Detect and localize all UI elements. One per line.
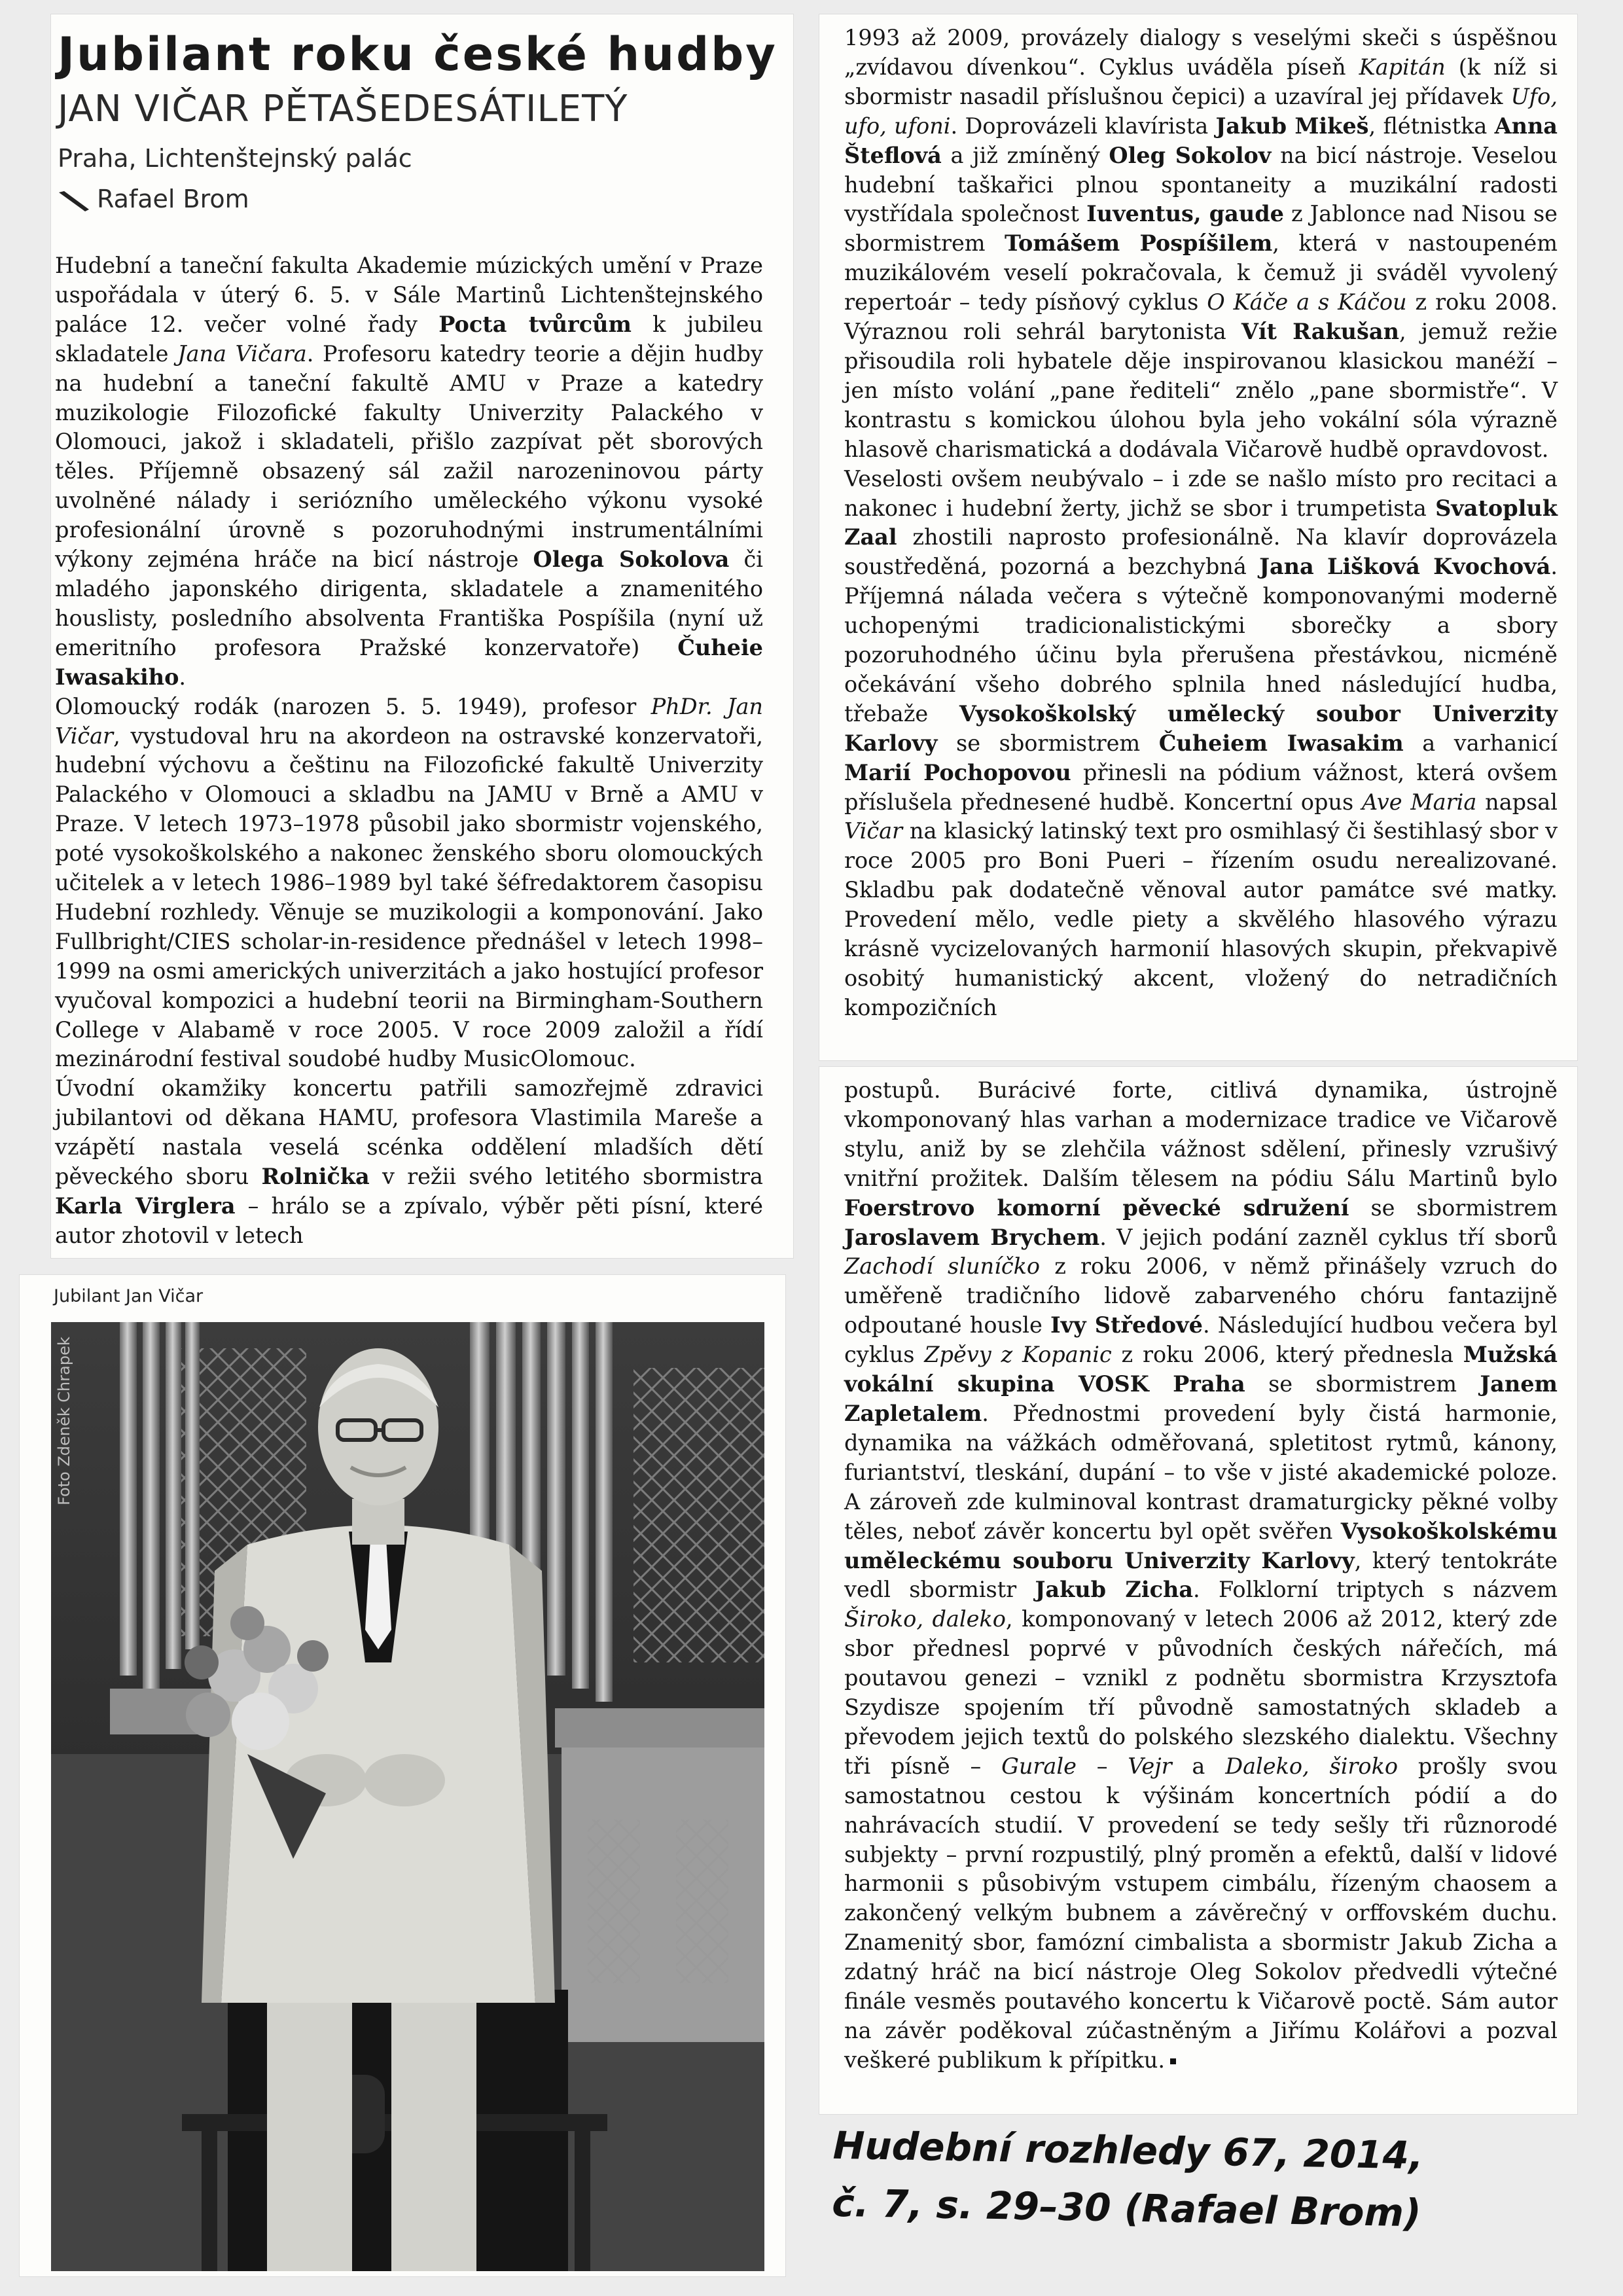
- paragraph-intro: Hudební a taneční fakulta Akademie múzických umění v Praze uspořádala v úterý 6. 5. v Sále Martinů Lichtenštejnského paláce 12. večer volné řady Pocta tvůrcům k jubileu skladatele Jana Vičara. Profesoru katedry teorie a dějin hudby na hudební a taneční fakultě AMU v Praze a katedry muzikologie Filozofické fakulty Univerzity Palackého v Olomouci, jakož i skladateli, přišlo zazpívat pět sborových těles. Příjemně obsazený sál zažil narozeninovou párty uvolněné nálady i seriózního uměleckého výkonu vysoké profesionální úrovně s pozoruhodnými instrumentálními výkony zejména hráče na bicí nástroje Olega Sokolova či mladého japonského dirigenta, skladatele a znamenitého houslisty, posledního absolventa Františka Pospíšila (nyní už emeritního profesora Pražské konzervatoře) Čuheie Iwasakiho.: [55, 253, 763, 690]
- article-location: Praha, Lichtenštejnský palác: [58, 144, 412, 173]
- article-subtitle: JAN VIČAR PĚTAŠEDESÁTILETÝ: [58, 88, 628, 130]
- article-column-right-top: [844, 24, 1558, 1023]
- paragraph-first-half: 1993 až 2009, provázely dialogy s veselými skeči s úspěšnou „zvídavou dívenkou“. Cyklus uváděla píseň Kapitán (k níž si sbormistr nasadil příslušnou čepici) a uzavíral jej přídavek Ufo, ufo, ufoni. Doprovázeli klavírista Jakub Mikeš, flétnistka Anna Šteflová a již zmíněný Oleg Sokolov na bicí nástroje. Veselou hudební taškařici plnou spontaneity a muzikální radosti vystřídala společnost Iuventus, gaude z Jablonce nad Nisou se sbormistrem Tomášem Pospíšilem, která v nastoupeném muzikálovém veselí pokračovala, k čemuž ji sváděl vyvolený repertoár – tedy písňový cyklus O Káče a s Káčou z roku 2008. Výraznou roli sehrál barytonista Vít Rakušan, jemuž režie přisoudila roli hybatele děje inspirovanou klasickou manéží – jen místo volání „pane řediteli“ znělo „pane sbormistře“. V kontrastu s komickou úlohou byla jeho vokální sóla výrazně hlasově charismatická a dodávala Vičarově hudbě opravdovost.: [844, 25, 1558, 462]
- source-note-line-1: Hudební rozhledy 67, 2014,: [832, 2123, 1424, 2178]
- handwritten-source-note: [832, 2117, 1606, 2246]
- paragraph-biography: Olomoucký rodák (narozen 5. 5. 1949), profesor PhDr. Jan Vičar, vystudoval hru na akordeon na ostravské konzervatoři, hudební výchovu a češtinu na Filozofické fakultě Univerzity Palackého v Olomouci a skladbu na JAMU v Brně a AMU v Praze. V letech 1973–1978 působil jako sbormistr vojenského, poté vysokoškolského a nakonec ženského sboru olomouckých učitelek a v letech 1986–1989 byl také šéfredaktorem časopisu Hudební rozhledy. Věnuje se muzikologii a komponování. Jako Fullbright/CIES scholar-in-residence přednášel v letech 1998–1999 na osmi amerických univerzitách a jako hostující profesor vyučoval kompozici a hudební teorii na Birmingham-Southern College v Alabamě v roce 2005. V roce 2009 založil a řídí mezinárodní festival soudobé hudby MusicOlomouc.: [55, 693, 763, 1072]
- article-column-left: [55, 251, 763, 1251]
- photo-credit: Foto Zdeněk Chrapek: [55, 1336, 73, 1505]
- byline: [58, 185, 249, 213]
- source-note-line-2: č. 7, s. 29–30 (Rafael Brom): [831, 2180, 1422, 2236]
- author-name: Rafael Brom: [97, 185, 249, 213]
- jubilant-photo: [51, 1322, 764, 2271]
- photo-caption: Jubilant Jan Vičar: [54, 1286, 204, 1306]
- end-mark: [1170, 2058, 1176, 2064]
- paragraph-concert-start: Úvodní okamžiky koncertu patřili samozřejmě zdravici jubilantovi od děkana HAMU, profesora Vlastimila Mareše a vzápětí nastala veselá scénka oddělení mladších dětí pěveckého sboru Rolnička v režii svého letitého sbormistra Karla Virglera – hrálo se a zpívalo, výběr pěti písní, které autor zhotovil v letech: [55, 1075, 763, 1248]
- paragraph-second-half: Veselosti ovšem neubývalo – i zde se našlo místo pro recitaci a nakonec i hudební žerty, jichž se sbor i trumpetista Svatopluk Zaal zhostili naprosto profesionálně. Na klavír doprovázela soustředěná, pozorná a bezchybná Jana Lišková Kvochová. Příjemná nálada večera s výtečně komponovanými moderně uchopenými tradicionalistickými sborečky a sbory pozoruhodného účinu byla přerušena přestávkou, nicméně očekávání všeho dobrého splnila hned následující hudba, třebaže Vysokoškolský umělecký soubor Univerzity Karlovy se sbormistrem Čuheiem Iwasakim a varhanicí Marií Pochopovou přinesli na pódium vážnost, která ovšem příslušela přednesené hudbě. Koncertní opus Ave Maria napsal Vičar na klasický latinský text pro osmihlasý či šestihlasý sbor v roce 2005 pro Boni Pueri – řízením osudu nerealizované. Skladbu pak dodatečně věnoval autor památce své matky. Provedení mělo, vedle piety a skvělého hlasového výrazu krásně vycizelovaných harmonií hlasových skupin, překvapivě osobitý humanistický akcent, vložený do netradičních kompozičních: [844, 465, 1558, 1020]
- pen-icon: [58, 190, 90, 212]
- paragraph-finale: postupů. Burácivé forte, citlivá dynamika, ústrojně vkomponovaný hlas varhan a modernizace tradice ve Vičarově stylu, aniž by se zlehčila vážnost sdělení, přinesly vzrušivý vnitřní prožitek. Dalším tělesem na pódiu Sálu Martinů bylo Foerstrovo komorní pěvecké sdružení se sbormistrem Jaroslavem Brychem. V jejich podání zazněl cyklus tří sborů Zachodí sluníčko z roku 2006, v němž přinášely vzruch do uměřeně tradičního lidově zabarveného chóru fantazijně odpoutané housle Ivy Středové. Následující hudbou večera byl cyklus Zpěvy z Kopanic z roku 2006, který přednesla Mužská vokální skupina VOSK Praha se sbormistrem Janem Zapletalem. Přednostmi provedení byly čistá harmonie, dynamika na vážkách odměřovaná, spletitost rytmů, kánony, furiantství, tleskání, dupání – to vše v jisté akademické poloze. A zároveň zde kulminoval kontrast dramaturgicky pěkné volby těles, neboť závěr koncertu byl opět svěřen Vysokoškolskému uměleckému souboru Univerzity Karlovy, který tentokráte vedl sbormistr Jakub Zicha. Folklorní triptych s názvem Široko, daleko, komponovaný v letech 2006 až 2012, který zde sbor přednesl poprvé v původních českých nářečích, má poutavou genezi – vznikl z podnětu sbormistra Krzysztofa Szydisze spojením tří původně samostatných skladeb a převodem jejich textů do polského slezského dialektu. Všechny tři písně – Gurale – Vejr a Daleko, široko prošly svou samostatnou cestou k výšinám koncertních pódií a do nahrávacích studií. V provedení se tedy sešly tři různorodé subjekty – první rozpustilý, plný proměn a efektů, další v lidové harmonii s působivým vstupem cimbálu, řízeným chaosem a zakončený velkým bubnem a závěrečný v orffovském duchu. Znamenitý sbor, famózní cimbalista a sbormistr Jakub Zicha a zdatný hráč na bicí nástroje Oleg Sokolov předvedli výtečné finále vesměs poutavého koncertu k Vičarově poctě. Sám autor na závěr poděkoval zúčastněným a Jiřímu Kolářovi a pozval veškeré publikum k přípitku.: [844, 1077, 1558, 2073]
- article-column-right-bottom: [844, 1076, 1558, 2075]
- article-headline: Jubilant roku české hudby: [58, 27, 777, 81]
